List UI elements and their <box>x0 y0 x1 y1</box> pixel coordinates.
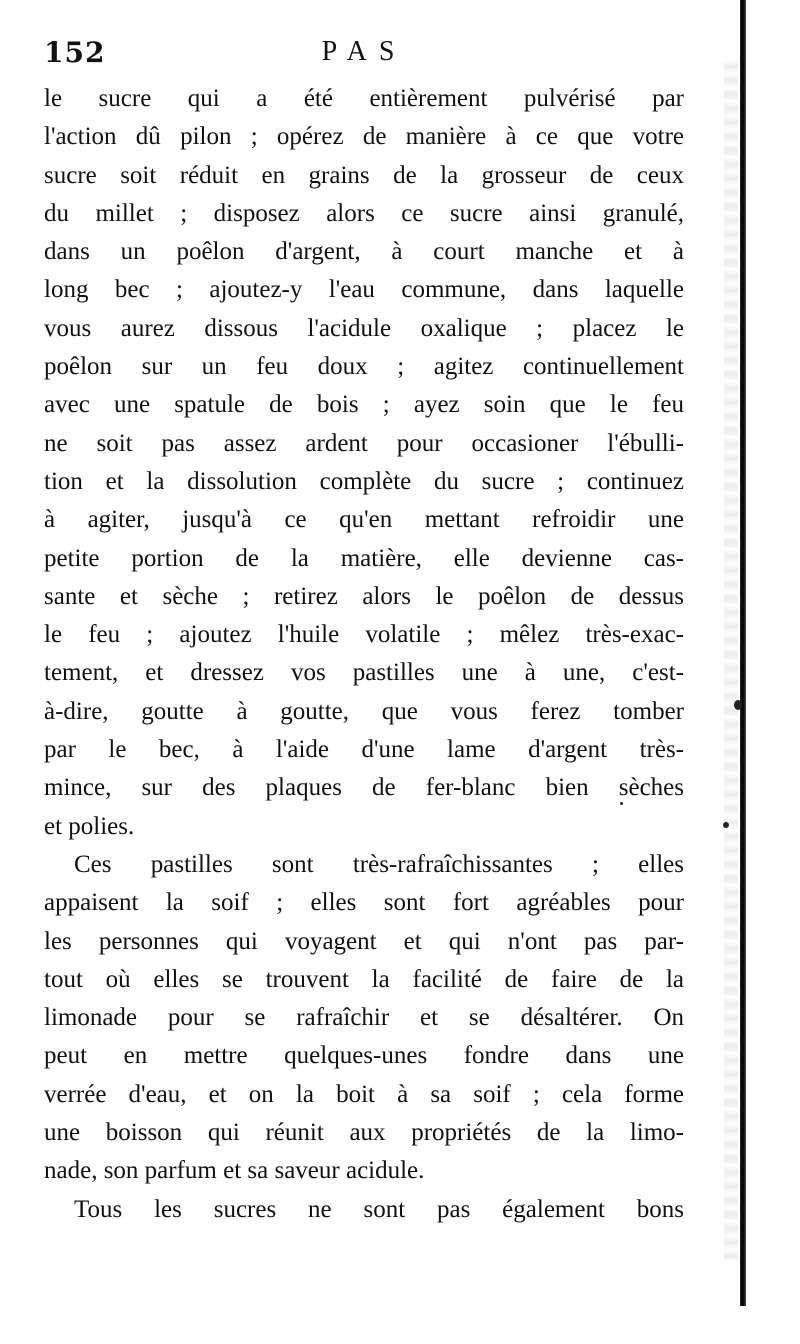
text-line: nade, son parfum et sa saveur acidule. <box>44 1157 425 1185</box>
text-line: sucre soit réduit en grains de la grosseur de ceux <box>44 161 684 189</box>
text-line: tement, et dressez vos pastilles une à une, c'est- <box>44 659 684 687</box>
text-line: et polies. <box>44 812 135 840</box>
text-line: ne soit pas assez ardent pour occasioner l'ébulli- <box>44 429 684 457</box>
text-line: poêlon sur un feu doux ; agitez continuellement <box>44 353 684 381</box>
running-title: PAS <box>321 36 407 67</box>
page-edge-rule <box>740 0 746 1306</box>
text-line: une boisson qui réunit aux propriétés de la limo- <box>44 1119 684 1147</box>
text-line: peut en mettre quelques-unes fondre dans une <box>44 1042 684 1070</box>
text-line: du millet ; disposez alors ce sucre ainsi granulé, <box>44 199 684 227</box>
text-line: verrée d'eau, et on la boit à sa soif ; cela forme <box>44 1080 684 1108</box>
text-line: long bec ; ajoutez-y l'eau commune, dans laquelle <box>44 276 684 304</box>
text-line: vous aurez dissous l'acidule oxalique ; placez le <box>44 314 684 342</box>
page-number: 152 <box>44 36 106 69</box>
text-line: mince, sur des plaques de fer-blanc bien sèches <box>44 774 684 802</box>
text-line: petite portion de la matière, elle devienne cas- <box>44 544 684 572</box>
text-line: l'action dû pilon ; opérez de manière à ce que votre <box>44 123 684 151</box>
text-line: limonade pour se rafraîchir et se désaltérer. On <box>44 1004 684 1032</box>
paragraph-first-line: Ces pastilles sont très-rafraîchissantes ; elles <box>74 850 684 878</box>
text-line: sante et sèche ; retirez alors le poêlon de dessus <box>44 582 684 610</box>
ink-speck <box>723 822 729 828</box>
body-text <box>44 80 684 1229</box>
text-line: à-dire, goutte à goutte, que vous ferez tomber <box>44 697 684 725</box>
paragraph-first-line: Tous les sucres ne sont pas également bons <box>74 1195 684 1223</box>
running-head <box>44 36 684 76</box>
text-line: dans un poêlon d'argent, à court manche et à <box>44 238 684 266</box>
text-line: les personnes qui voyagent et qui n'ont pas par- <box>44 927 684 955</box>
text-line: avec une spatule de bois ; ayez soin que le feu <box>44 391 684 419</box>
text-line: à agiter, jusqu'à ce qu'en mettant refroidir une <box>44 506 684 534</box>
text-line: appaisent la soif ; elles sont fort agréables pour <box>44 889 684 917</box>
ink-speck <box>620 802 623 805</box>
ink-speck <box>734 700 742 710</box>
text-line: tion et la dissolution complète du sucre ; continuez <box>44 467 684 495</box>
text-line: le sucre qui a été entièrement pulvérisé par <box>44 85 684 112</box>
text-line: le feu ; ajoutez l'huile volatile ; mêlez très-exac- <box>44 621 684 649</box>
text-line: par le bec, à l'aide d'une lame d'argent très- <box>44 736 684 764</box>
text-line: tout où elles se trouvent la facilité de faire de la <box>44 965 684 993</box>
binding-shadow <box>724 60 738 1260</box>
